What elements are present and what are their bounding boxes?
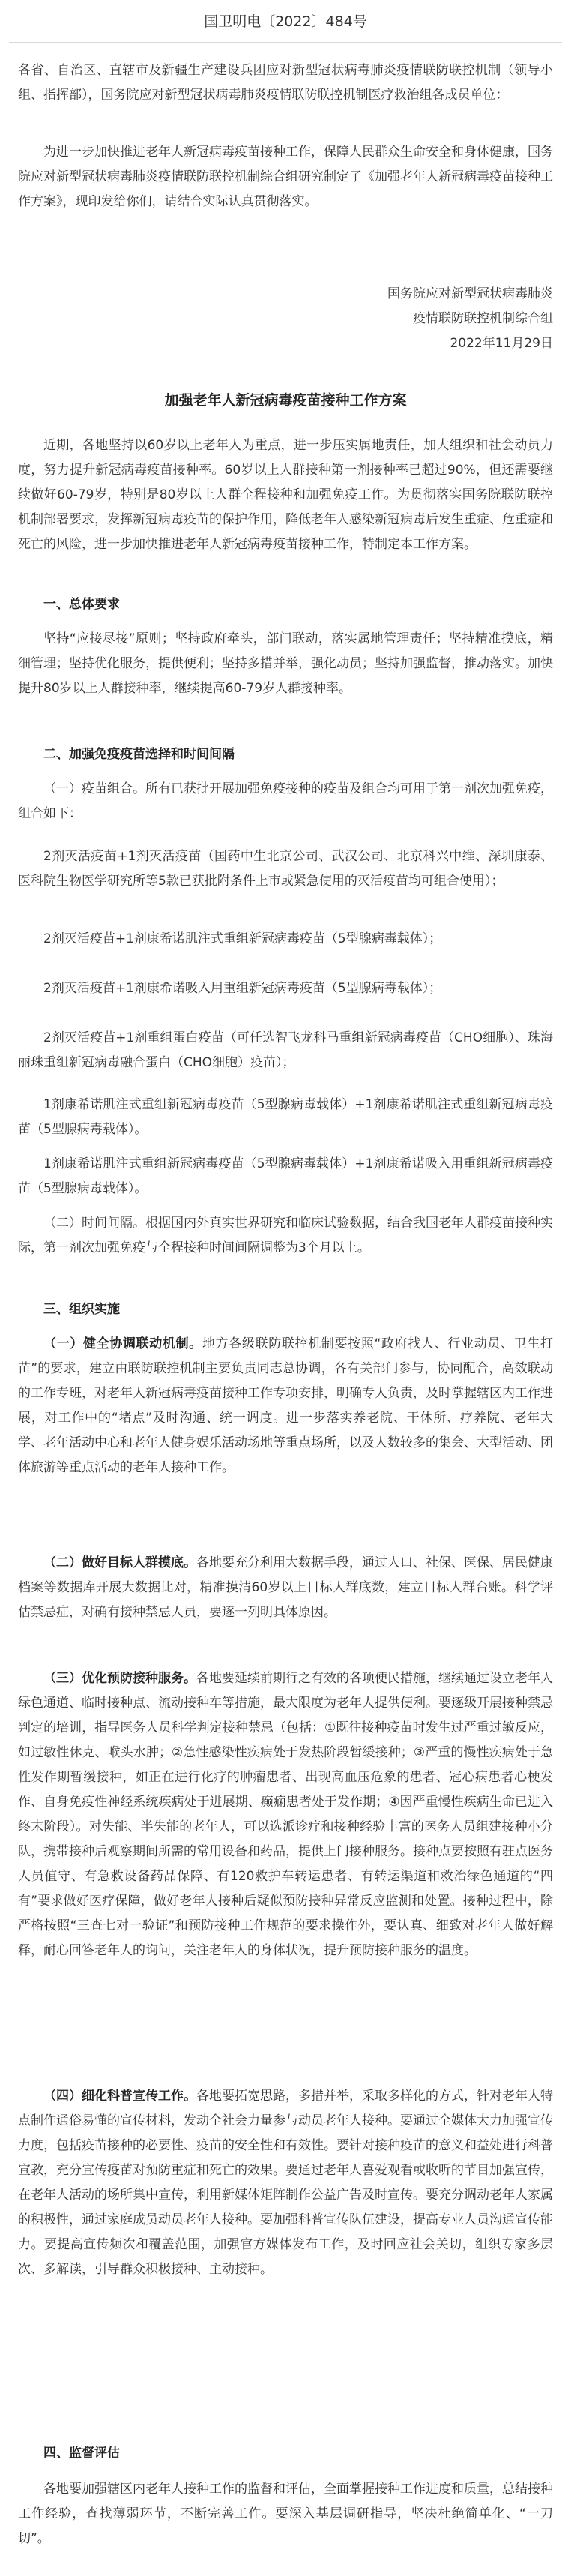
vaccine-combination-paragraph: （一）疫苗组合。所有已获批开展加强免疫接种的疫苗及组合均可用于第一剂次加强免疫，组合如下： (18, 781, 553, 821)
vaccine-combo-item: 1剂康希诺肌注式重组新冠病毒疫苗（5型腺病毒载体）+1剂康希诺吸入用重组新冠病毒疫苗（5型腺病毒载体）。 (18, 1156, 553, 1196)
signature-date: 2022年11月29日 (450, 336, 553, 351)
item-body: 地方各级联防联控机制要按照“政府找人、行业动员、卫生打苗”的要求，建立由联防联控机制主要负责同志总协调，各有关部门参与，协同配合，高效联动的工作专班，对老年人新冠病毒疫苗接种工作专项安排，明确专人负责，及时掌握辖区内工作进展，对工作中的“堵点”及时沟通、统一调度。进一步落实养老院、干休所、疗养院、老年大学、老年活动中心和老年人健身娱乐活动场地等重点场所，以及人数较多的集会、大型活动、团体旅游等重点活动的老年人接种工作。 (18, 1336, 554, 1475)
section-body-overall: 坚持“应接尽接”原则；坚持政府牵头，部门联动，落实属地管理责任；坚持精准摸底，精细管理；坚持优化服务，提供便利；坚持多措并举，强化动员；坚持加强监督，推动落实。加快提升80岁以上人群接种率，继续提高60-79岁人群接种率。 (18, 631, 553, 696)
vaccine-combo-item: 2剂灭活疫苗+1剂重组蛋白疫苗（可任选智飞龙科马重组新冠病毒疫苗（CHO细胞）、珠海丽珠重组新冠病毒融合蛋白（CHO细胞）疫苗）； (18, 1030, 553, 1070)
header-divider (9, 42, 562, 43)
section-heading-implementation: 三、组织实施 (43, 1302, 120, 1317)
implementation-item-vaccination-service (18, 1666, 553, 1963)
vaccine-combo-item: 1剂康希诺肌注式重组新冠病毒疫苗（5型腺病毒载体）+1剂康希诺肌注式重组新冠病毒疫苗（5型腺病毒载体）。 (18, 1097, 553, 1137)
time-interval-paragraph: （二）时间间隔。根据国内外真实世界研究和临床试验数据，结合我国老年人群疫苗接种实际，第一剂次加强免疫与全程接种时间间隔调整为3个月以上。 (18, 1216, 553, 1255)
item-body: 各地要充分利用大数据手段，通过人口、社保、医保、居民健康档案等数据库开展大数据比对，精准摸清60岁以上目标人群底数，建立目标人群台账。科学评估禁忌症，对确有接种禁忌人员，要逐一列明具体原因。 (18, 1555, 553, 1620)
item-lead: （四）细化科普宣传工作。 (43, 2089, 196, 2104)
signature-org-line1: 国务院应对新型冠状病毒肺炎 (387, 286, 553, 301)
section-body-supervision: 各地要加强辖区内老年人接种工作的监督和评估，全面掌握接种工作进度和质量，总结接种工作经验，查找薄弱环节，不断完善工作。要深入基层调研指导，坚决杜绝简单化、“一刀切”。 (18, 2482, 553, 2546)
item-lead: （一）健全协调联动机制。 (43, 1336, 202, 1351)
implementation-item-coordination (18, 1332, 553, 1480)
implementation-item-publicity (18, 2084, 553, 2282)
vaccine-combo-item: 2剂灭活疫苗+1剂康希诺吸入用重组新冠病毒疫苗（5型腺病毒载体）； (43, 981, 442, 996)
item-lead: （三）优化预防接种服务。 (43, 1671, 196, 1686)
plan-title: 加强老年人新冠病毒疫苗接种工作方案 (164, 392, 407, 409)
item-lead: （二）做好目标人群摸底。 (43, 1555, 196, 1570)
implementation-item-target-population (18, 1551, 553, 1625)
notice-body: 为进一步加快推进老年人新冠病毒疫苗接种工作，保障人民群众生命安全和身体健康，国务院应对新型冠状病毒肺炎疫情联防联控机制综合组研究制定了《加强老年人新冠病毒疫苗接种工作方案》，现印发给你们，请结合实际认真贯彻落实。 (18, 145, 553, 209)
section-heading-vaccine: 二、加强免疫疫苗选择和时间间隔 (43, 747, 235, 762)
section-heading-overall: 一、总体要求 (43, 597, 120, 612)
item-body: 各地要延续前期行之有效的各项便民措施，继续通过设立老年人绿色通道、临时接种点、流动接种车等措施，最大限度为老年人提供便利。要逐级开展接种禁忌判定的培训，指导医务人员科学判定接种禁忌（包括：①既往接种疫苗时发生过严重过敏反应，如过敏性休克、喉头水肿；②急性感染性疾病处于发热阶段暂缓接种；③严重的慢性疾病处于急性发作期暂缓接种，如正在进行化疗的肿瘤患者、出现高血压危象的患者、冠心病患者心梗发作、自身免疫性神经系统疾病处于进展期、癫痫患者处于发作期；④因严重慢性疾病生命已进入终末阶段）。对失能、半失能的老年人，可以选派诊疗和接种经验丰富的医务人员组建接种小分队，携带接种后观察期间所需的常用设备和药品，提供上门接种服务。接种点要按照有驻点医务人员值守、有急救设备药品保障、有120救护车转运患者、有转运渠道和救治绿色通道的“四有”要求做好医疗保障，做好老年人接种后疑似预防接种异常反应监测和处置。接种过程中，除严格按照“三查七对一验证”和预防接种工作规范的要求操作外，要认真、细致对老年人做好解释，耐心回答老年人的询问，关注老年人的身体状况，提升预防接种服务的温度。 (18, 1671, 553, 1958)
signature-org-line2: 疫情联防联控机制综合组 (413, 311, 553, 326)
item-body: 各地要拓宽思路，多措并举，采取多样化的方式，针对老年人特点制作通俗易懂的宣传材料，发动全社会力量参与动员老年人接种。要通过全媒体大力加强宣传力度，包括疫苗接种的必要性、疫苗的安全性和有效性。要针对接种疫苗的意义和益处进行科普宣教，充分宣传疫苗对预防重症和死亡的效果。要通过老年人喜爱观看或收听的节目加强宣传，在老年人活动的场所集中宣传，利用新媒体矩阵制作公益广告及时宣传。要充分调动老年人家属的积极性，通过家庭成员动员老年人接种。要加强科普宣传队伍建设，提高专业人员沟通宣传能力。要提高宣传频次和覆盖范围，加强官方媒体发布工作，及时回应社会关切，组织专家多层次、多解读，引导群众积极接种、主动接种。 (18, 2089, 553, 2277)
plan-intro: 近期，各地坚持以60岁以上老年人为重点，进一步压实属地责任，加大组织和社会动员力度，努力提升新冠病毒疫苗接种率。60岁以上人群接种第一剂接种率已超过90%，但还需要继续做好60-79岁，特别是80岁以上人群全程接种和加强免疫工作。为贯彻落实国务院联防联控机制部署要求，发挥新冠病毒疫苗的保护作用，降低老年人感染新冠病毒后发生重症、危重症和死亡的风险，进一步加快推进老年人新冠病毒疫苗接种工作，特制定本工作方案。 (18, 438, 553, 552)
vaccine-combo-item: 2剂灭活疫苗+1剂康希诺肌注式重组新冠病毒疫苗（5型腺病毒载体）； (43, 931, 442, 946)
section-heading-supervision: 四、监督评估 (43, 2446, 120, 2461)
vaccine-combo-item: 2剂灭活疫苗+1剂灭活疫苗（国药中生北京公司、武汉公司、北京科兴中维、深圳康泰、医科院生物医学研究所等5款已获批附条件上市或紧急使用的灭活疫苗均可组合使用）； (18, 849, 553, 889)
recipients: 各省、自治区、直辖市及新疆生产建设兵团应对新型冠状病毒肺炎疫情联防联控机制（领导小组、指挥部），国务院应对新型冠状病毒肺炎疫情联防联控机制医疗救治组各成员单位： (18, 63, 553, 103)
document-number: 国卫明电〔2022〕484号 (204, 13, 367, 30)
